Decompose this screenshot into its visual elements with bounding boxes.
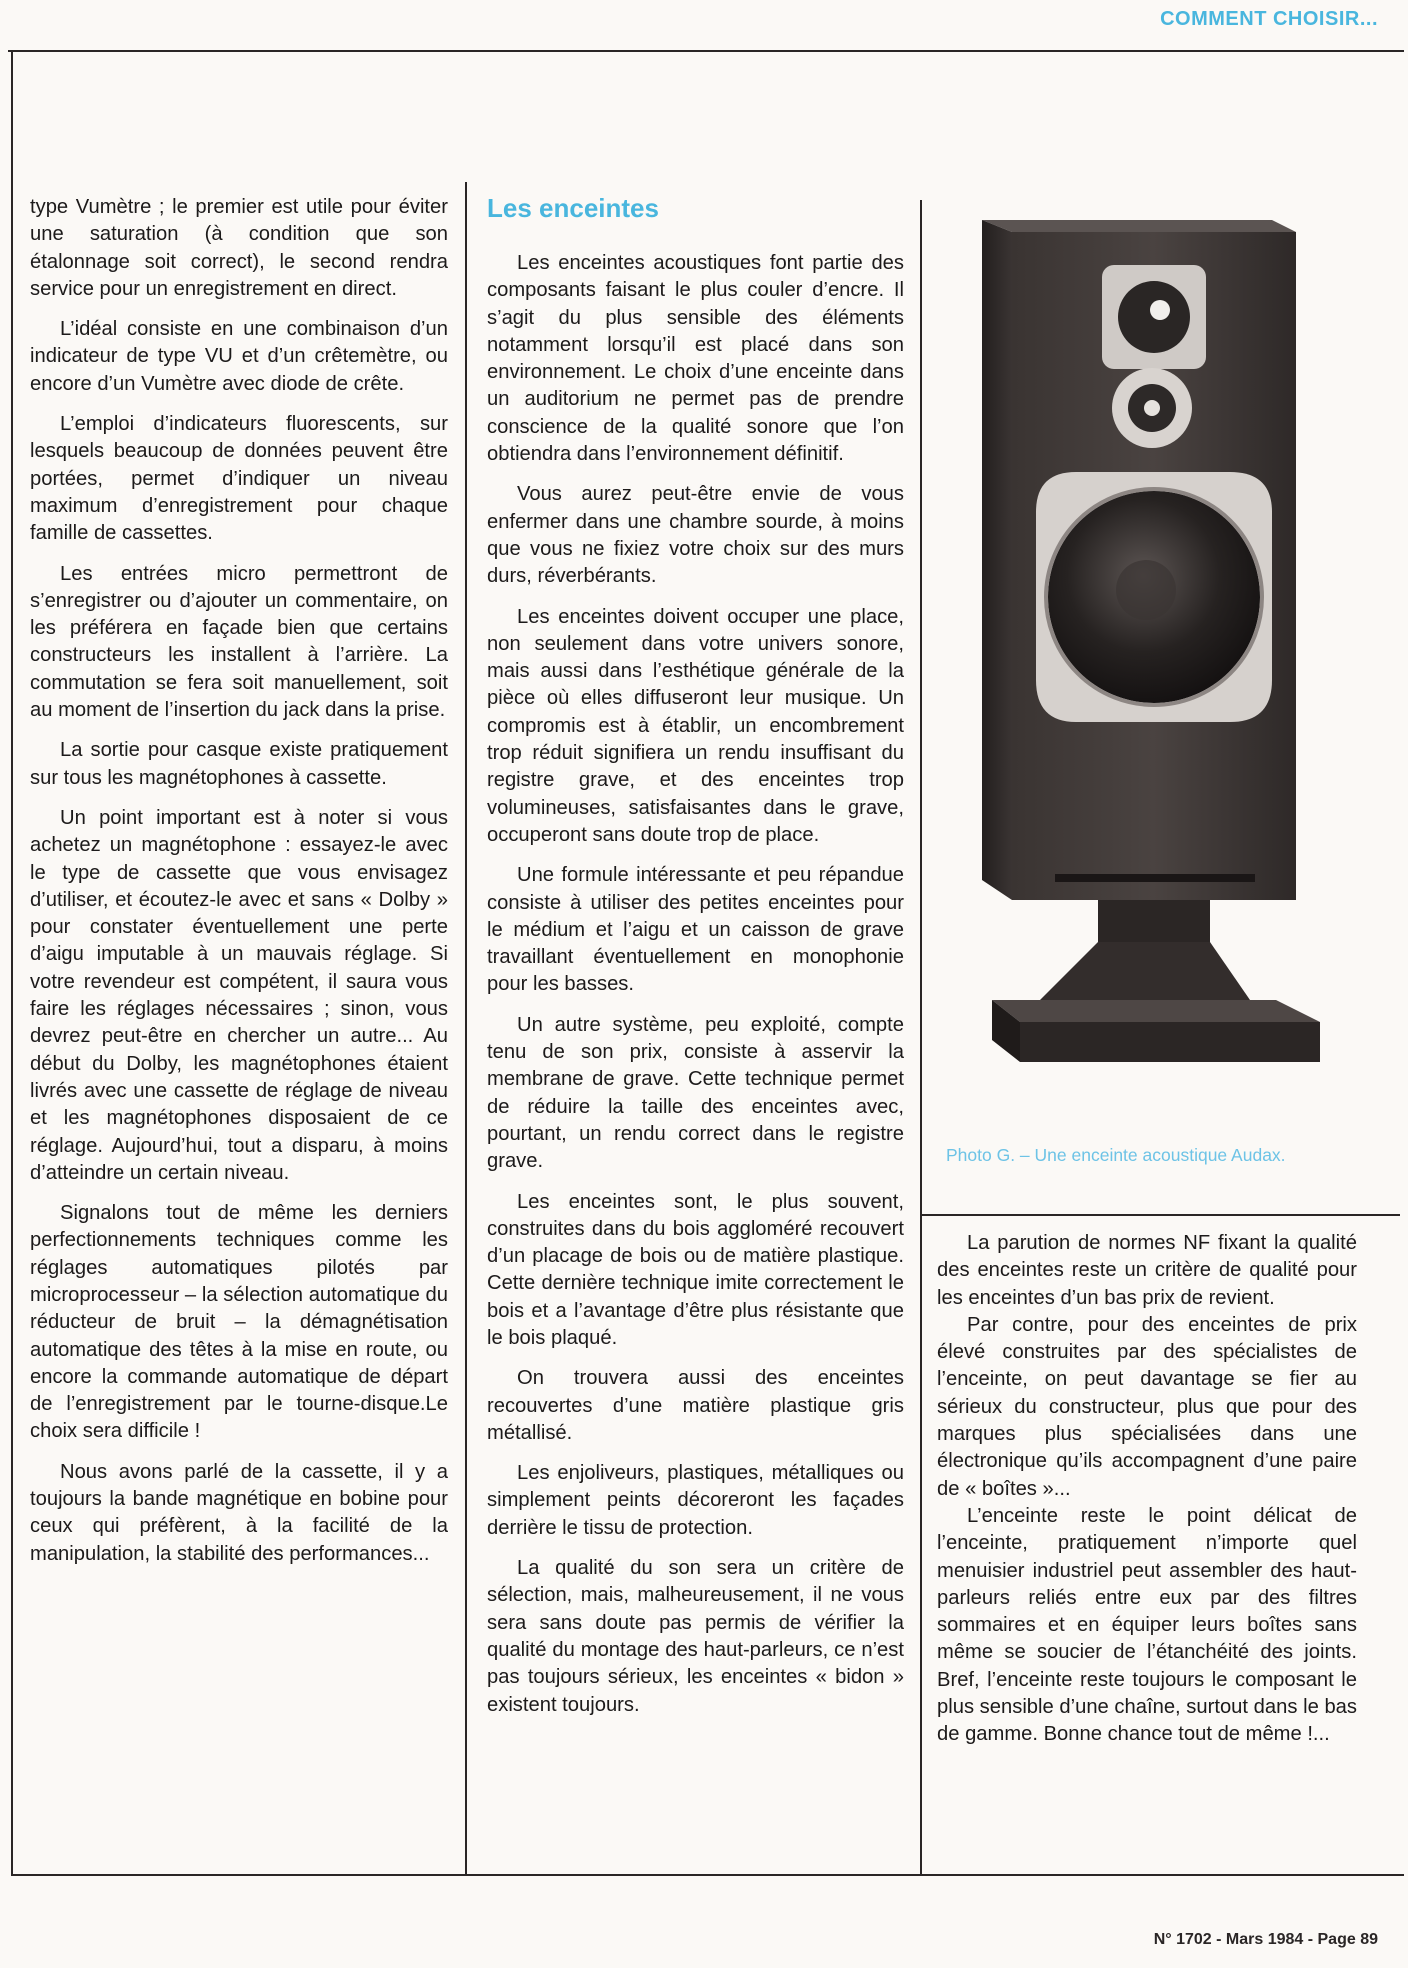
- figure-caption: Photo G. – Une enceinte acoustique Audax.: [946, 1145, 1286, 1165]
- paragraph: L’emploi d’indicateurs fluorescents, sur lesquels beaucoup de données peuvent être portées, permet d’indiquer un niveau maximum d’enregistrement pour chaque famille de cassettes.: [30, 413, 448, 545]
- paragraph: La sortie pour casque existe pratiquement sur tous les magnétophones à cassette.: [30, 739, 448, 789]
- section-title: Les enceintes: [487, 193, 659, 223]
- paragraph: Les enceintes doivent occuper une place, non seulement dans votre univers sonore, mais aussi dans l’esthétique générale de la pièce où elles diffuseront leur musique. Un compromis est à établir, un encombrement trop réduit signifiera un rendu insuffisant du registre grave, et des enceintes trop volumineuses, satisfaisantes dans le grave, occuperont sans doute trop de place.: [487, 605, 904, 846]
- paragraph: Les enceintes sont, le plus souvent, construites dans du bois aggloméré recouvert d’un placage de bois ou de matière plastique. Cette dernière technique imite correctement le bois et a l’avantage d’être plus résistante que le bois plaqué.: [487, 1190, 904, 1349]
- paragraph: Vous aurez peut-être envie de vous enfermer dans une chambre sourde, à moins que vous ne fixiez votre choix sur des murs durs, réverbérants.: [487, 483, 904, 588]
- stand-base-front: [1020, 1022, 1320, 1062]
- cabinet-side: [982, 220, 1012, 900]
- frame-rule-top: [8, 50, 1404, 52]
- column-separator: [920, 200, 922, 1874]
- paragraph: La qualité du son sera un critère de sélection, mais, malheureusement, il ne vous sera sans doute pas permis de vérifier la qualité du montage des haut-parleurs, ce n’est pas toujours sérieux, les enceintes « bidon » existent toujours.: [487, 1557, 904, 1716]
- cabinet-top: [982, 220, 1296, 232]
- port-slot: [1055, 874, 1255, 882]
- paragraph: Nous avons parlé de la cassette, il y a toujours la bande magnétique en bobine pour ceux qui préfèrent, à la facilité de la manipulation, la stabilité des performances...: [30, 1460, 448, 1565]
- frame-rule-bottom: [11, 1874, 1404, 1876]
- stand-neck: [1040, 942, 1250, 1000]
- paragraph: Les enjoliveurs, plastiques, métalliques ou simplement peints décoreront les façades derrière le tissu de protection.: [487, 1462, 904, 1539]
- paragraph: Les enceintes acoustiques font partie des composants faisant le plus couler d’encre. Il s’agit du plus sensible des éléments notamment lorsqu’il est placé dans son environnement. Le choix d’une enceinte dans un auditorium ne permet pas de prendre conscience de la qualité sonore que l’on obtiendra dans l’environnement définitif.: [487, 252, 904, 466]
- paragraph: Les entrées micro permettront de s’enregistrer ou d’ajouter un commentaire, on les préférera en façade bien que certains constructeurs les installent à l’arrière. La commutation se fera soit manuellement, soit au moment de l’insertion du jack dans la prise.: [30, 562, 448, 722]
- paragraph: type Vumètre ; le premier est utile pour éviter une saturation (à condition que son étalonnage soit correct), le second rendra service pour un enregistrement en direct.: [30, 196, 448, 300]
- paragraph: L’idéal consiste en une combinaison d’un indicateur de type VU et d’un crêtemètre, ou encore d’un Vumètre avec diode de crête.: [30, 318, 448, 395]
- frame-rule-left: [11, 50, 13, 1876]
- paragraph: Une formule intéressante et peu répandue consiste à utiliser des petites enceintes pour le médium et l’aigu et un caisson de grave travaillant éventuellement en monophonie pour les basses.: [487, 864, 904, 996]
- text-column-2: [487, 250, 904, 1732]
- running-head: COMMENT CHOISIR...: [1160, 8, 1378, 30]
- paragraph: L’enceinte reste le point délicat de l’enceinte, pratiquement n’importe quel menuisier industriel peut assembler des haut-parleurs reliés entre eux par des filtres sommaires et en équiper leurs boîtes sans même se soucier de l’étanchéité des joints. Bref, l’enceinte reste toujours le composant le plus sensible d’une chaîne, surtout dans le bas de gamme. Bonne chance tout de même !...: [937, 1504, 1357, 1746]
- paragraph: Signalons tout de même les derniers perfectionnements techniques comme les réglages automatiques pilotés par microprocesseur – la sélection automatique du réducteur de bruit – la démagnétisation automatique des têtes à la mise en route, ou encore la commande automatique de départ de l’enregistrement par le tourne-disque.Le choix sera difficile !: [30, 1202, 448, 1443]
- paragraph: Un point important est à noter si vous achetez un magnétophone : essayez-le avec le type de cassette que vous envisagez d’utiliser, et écoutez-le avec et sans « Dolby » pour constater éventuellement une perte d’aigu imputable à un mauvais réglage. Si votre revendeur est compétent, il saura vous faire les réglages nécessaires ; sinon, vous devrez peut-être en chercher un autre... Au début du Dolby, les magnétophones étaient livrés avec une cassette de réglage de niveau et les magnétophones disposaient de ce réglage. Aujourd’hui, tout a disparu, à moins d’atteindre un certain niveau.: [30, 806, 448, 1184]
- paragraph: Par contre, pour des enceintes de prix élevé construites par des spécialistes de l’enceinte, on peut davantage se fier au sérieux du constructeur, plus que pour des marques plus spécialisées dans une électronique qu’ils accompagnent d’une paire de « boîtes »...: [937, 1313, 1357, 1500]
- text-column-3: [937, 1230, 1357, 1749]
- stand-column: [1098, 900, 1210, 942]
- stand-base-top: [992, 1000, 1320, 1022]
- paragraph: La parution de normes NF fixant la qualité des enceintes reste un critère de qualité pour les enceintes d’un bas prix de revient.: [937, 1232, 1357, 1309]
- page-folio: N° 1702 - Mars 1984 - Page 89: [1153, 1931, 1378, 1948]
- paragraph: On trouvera aussi des enceintes recouvertes d’une matière plastique gris métallisé.: [487, 1367, 904, 1444]
- text-column-1: [30, 194, 448, 1581]
- paragraph: Un autre système, peu exploité, compte tenu de son prix, consiste à asservir la membrane de grave. Cette technique permet de réduire la taille des enceintes avec, pourtant, un rendu correct dans le registre grave.: [487, 1013, 904, 1173]
- column-separator: [465, 182, 467, 1874]
- figure-separator: [922, 1214, 1400, 1216]
- loudspeaker-photo: [950, 210, 1340, 1130]
